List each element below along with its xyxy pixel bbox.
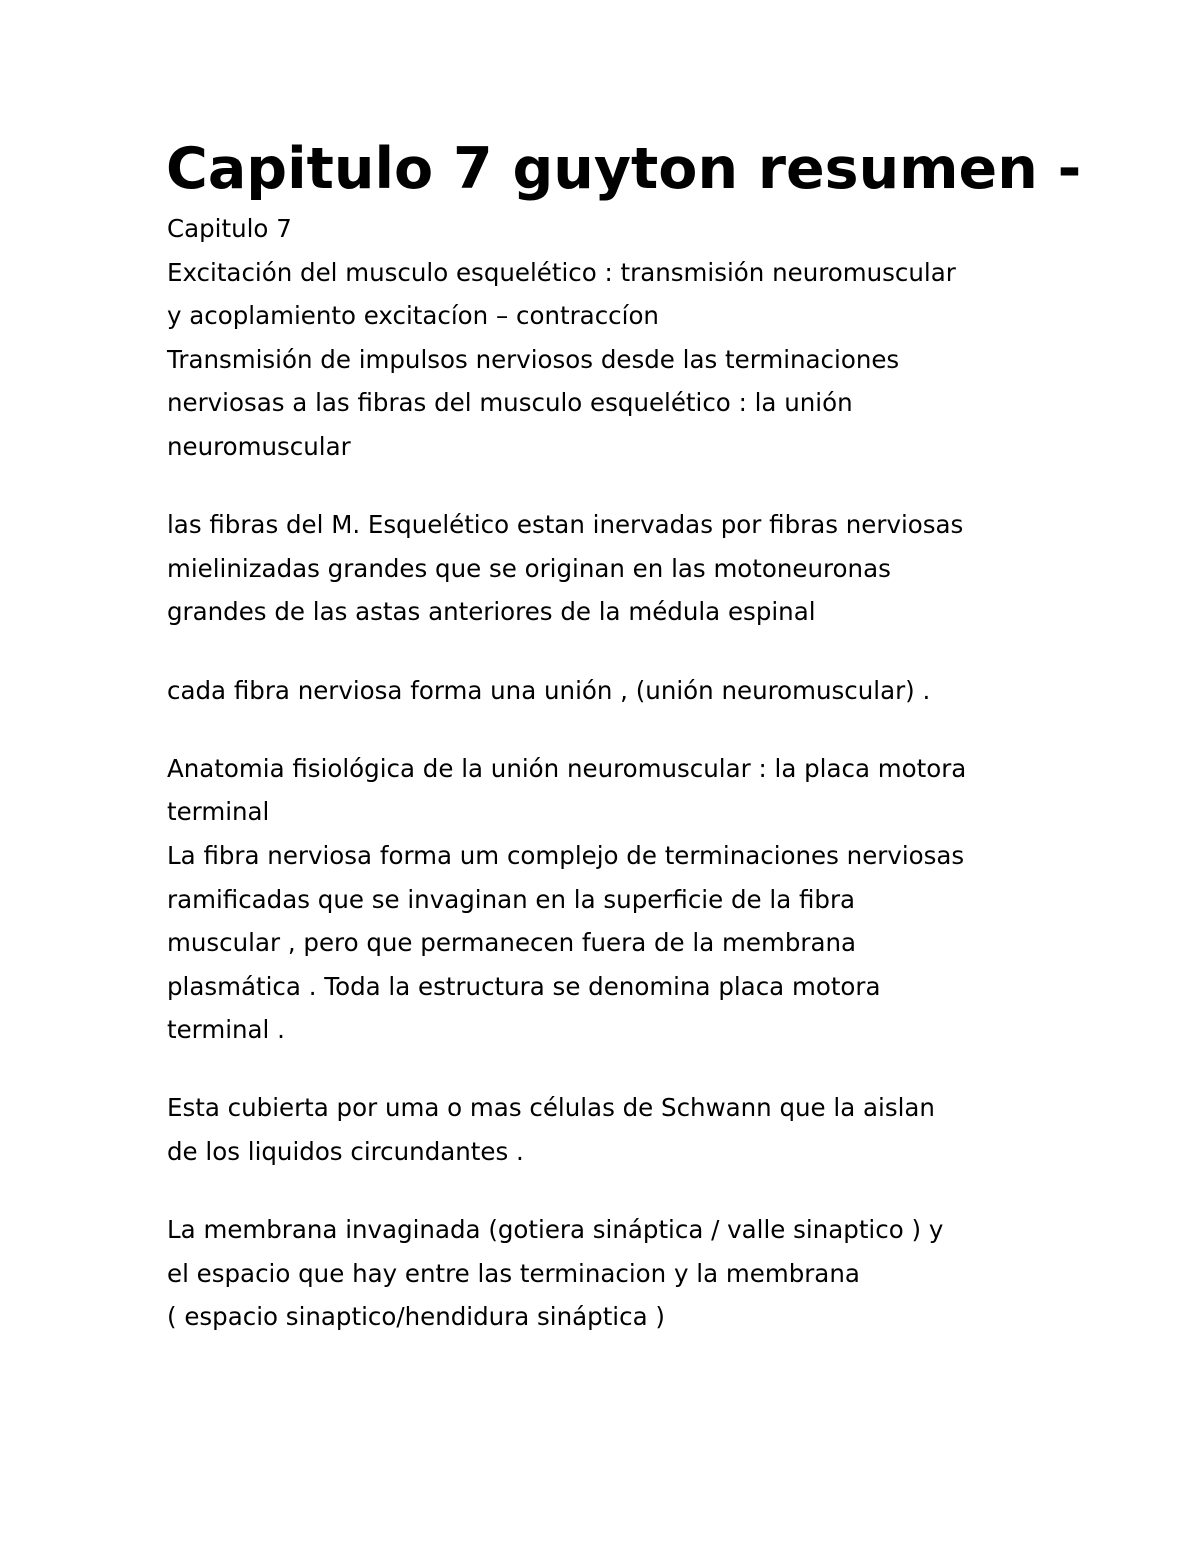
paragraph-spacer — [167, 1052, 1067, 1087]
paragraph-line: ramificadas que se invaginan en la superficie de la fibra — [167, 884, 856, 914]
paragraph-line: el espacio que hay entre las terminacion y la membrana — [167, 1258, 860, 1288]
paragraph-line: La fibra nerviosa forma um complejo de terminaciones nerviosas — [167, 840, 965, 870]
section-heading-line: Anatomia fisiológica de la unión neuromuscular : la placa motora — [167, 753, 967, 783]
paragraph-line: Esta cubierta por uma o mas células de Schwann que la aislan — [167, 1093, 935, 1123]
paragraph-line: grandes de las astas anteriores de la médula espinal — [167, 597, 816, 627]
paragraph-line: y acoplamiento excitacíon – contraccíon — [167, 301, 659, 331]
paragraph-line: neuromuscular — [167, 431, 351, 461]
paragraph-spacer — [167, 712, 1067, 747]
paragraph-line: plasmática . Toda la estructura se denomina placa motora — [167, 971, 881, 1001]
document-body — [167, 207, 1067, 1339]
paragraph-line: ( espacio sinaptico/hendidura sináptica ) — [167, 1302, 665, 1332]
paragraph-line: cada fibra nerviosa forma una unión , (unión neuromuscular) . — [167, 675, 931, 705]
chapter-label: Capitulo 7 — [167, 214, 292, 243]
paragraph-line: las fibras del M. Esquelético estan inervadas por fibras nerviosas — [167, 510, 964, 540]
paragraph-line: de los liquidos circundantes . — [167, 1137, 524, 1167]
paragraph-spacer — [167, 469, 1067, 504]
paragraph-line: La membrana invaginada (gotiera sináptica / valle sinaptico ) y — [167, 1215, 944, 1245]
paragraph-line: nerviosas a las fibras del musculo esquelético : la unión — [167, 388, 853, 418]
paragraph-line: Excitación del musculo esquelético : transmisión neuromuscular — [167, 257, 956, 287]
document-title: Capitulo 7 guyton resumen - — [166, 136, 1082, 202]
paragraph-line: terminal . — [167, 1015, 285, 1045]
paragraph-line: mielinizadas grandes que se originan en las motoneuronas — [167, 553, 891, 583]
paragraph-spacer — [167, 1174, 1067, 1209]
paragraph-spacer — [167, 634, 1067, 669]
section-heading-line: terminal — [167, 797, 270, 827]
paragraph-line: muscular , pero que permanecen fuera de la membrana — [167, 928, 857, 958]
paragraph-line: Transmisión de impulsos nerviosos desde las terminaciones — [167, 344, 900, 374]
